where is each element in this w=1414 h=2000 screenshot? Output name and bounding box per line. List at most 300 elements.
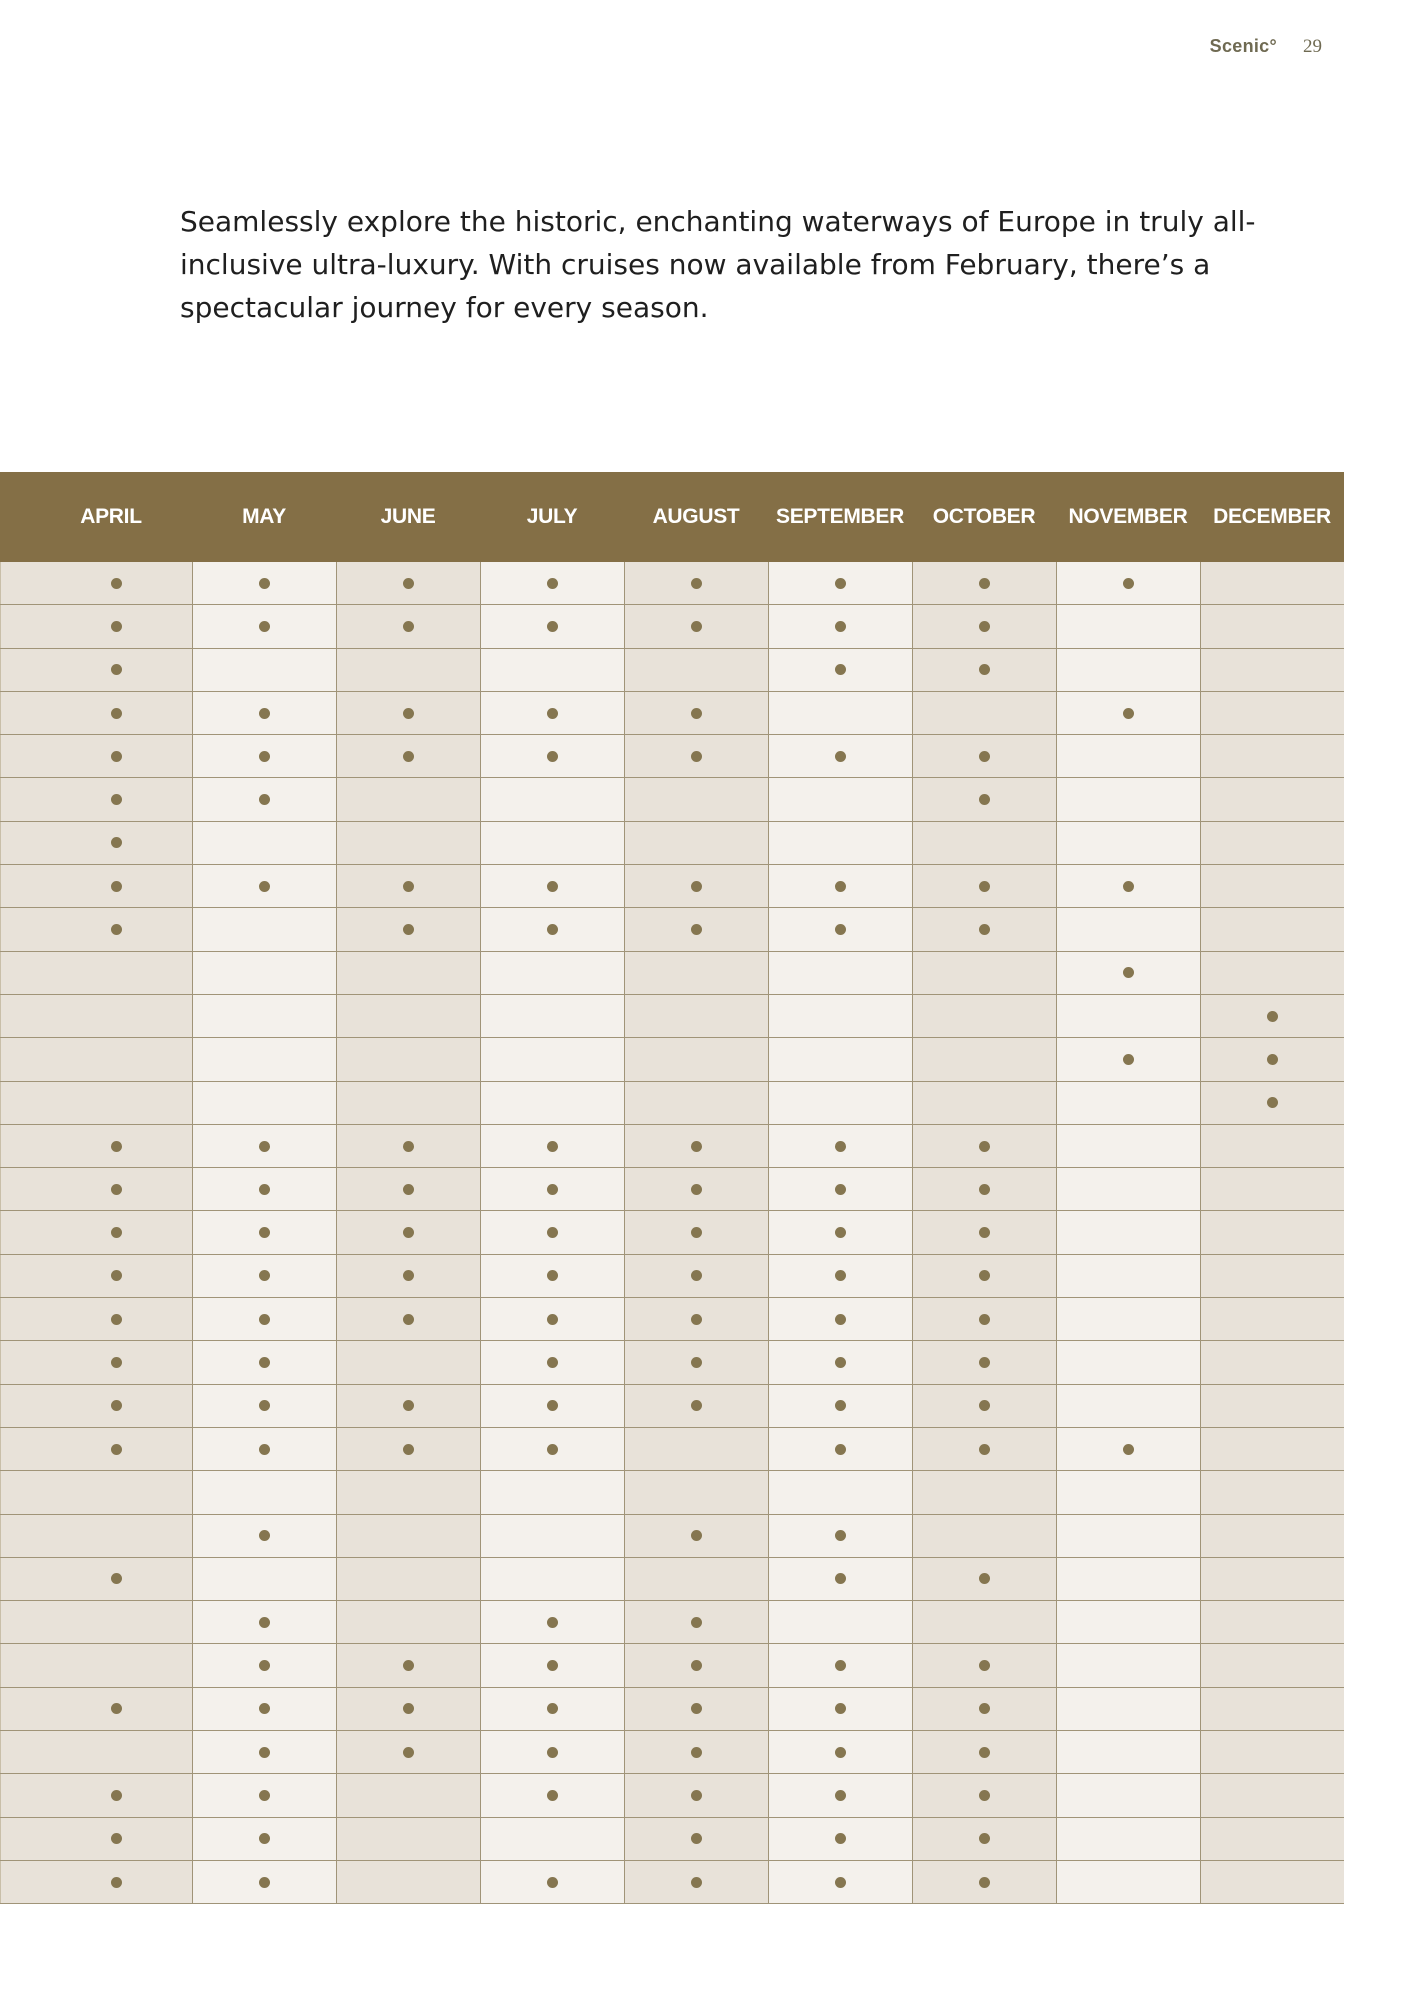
cell-april	[0, 1038, 192, 1080]
availability-dot-icon	[691, 751, 702, 762]
cell-december	[1200, 995, 1344, 1037]
cell-december	[1200, 865, 1344, 907]
cell-november	[1056, 1731, 1200, 1773]
availability-dot-icon	[111, 1833, 122, 1844]
availability-dot-icon	[111, 1790, 122, 1801]
cell-october	[912, 1125, 1056, 1167]
cell-october	[912, 995, 1056, 1037]
availability-dot-icon	[111, 1227, 122, 1238]
cell-may	[192, 778, 336, 820]
cell-november	[1056, 1125, 1200, 1167]
cell-november	[1056, 1774, 1200, 1816]
table-row	[0, 1168, 1344, 1211]
table-row	[0, 1211, 1344, 1254]
availability-dot-icon	[835, 751, 846, 762]
cell-september	[768, 1038, 912, 1080]
cell-may	[192, 1038, 336, 1080]
availability-dot-icon	[403, 1184, 414, 1195]
cell-july	[480, 908, 624, 950]
cell-june	[336, 1471, 480, 1513]
cell-december	[1200, 1255, 1344, 1297]
cell-june	[336, 822, 480, 864]
availability-dot-icon	[547, 1617, 558, 1628]
availability-dot-icon	[979, 794, 990, 805]
cell-october	[912, 1341, 1056, 1383]
cell-december	[1200, 1558, 1344, 1600]
cell-november	[1056, 1385, 1200, 1427]
cell-december	[1200, 1471, 1344, 1513]
availability-dot-icon	[111, 1573, 122, 1584]
availability-dot-icon	[259, 1227, 270, 1238]
cell-september	[768, 605, 912, 647]
cell-october	[912, 1515, 1056, 1557]
cell-august	[624, 1385, 768, 1427]
availability-dot-icon	[979, 1227, 990, 1238]
cell-june	[336, 1341, 480, 1383]
cell-august	[624, 1731, 768, 1773]
cell-december	[1200, 1515, 1344, 1557]
availability-dot-icon	[979, 1877, 990, 1888]
cell-june	[336, 1125, 480, 1167]
availability-dot-icon	[691, 1790, 702, 1801]
availability-dot-icon	[835, 1141, 846, 1152]
table-row	[0, 1688, 1344, 1731]
availability-dot-icon	[111, 1400, 122, 1411]
availability-dot-icon	[1267, 1097, 1278, 1108]
cell-may	[192, 1298, 336, 1340]
cell-june	[336, 1601, 480, 1643]
table-row	[0, 1558, 1344, 1601]
availability-dot-icon	[691, 578, 702, 589]
availability-dot-icon	[547, 578, 558, 589]
cell-september	[768, 1168, 912, 1210]
cell-may	[192, 1558, 336, 1600]
cell-april	[0, 1644, 192, 1686]
table-row	[0, 778, 1344, 821]
month-header-april: APRIL	[80, 505, 142, 528]
cell-august	[624, 562, 768, 604]
cell-may	[192, 865, 336, 907]
cell-april	[0, 1298, 192, 1340]
availability-dot-icon	[691, 1141, 702, 1152]
cell-august	[624, 822, 768, 864]
availability-dot-icon	[835, 1184, 846, 1195]
cell-august	[624, 649, 768, 691]
table-row	[0, 1255, 1344, 1298]
availability-dot-icon	[259, 1747, 270, 1758]
cell-november	[1056, 1341, 1200, 1383]
availability-dot-icon	[259, 1660, 270, 1671]
cell-july	[480, 735, 624, 777]
availability-dot-icon	[691, 924, 702, 935]
cell-april	[0, 1385, 192, 1427]
cell-september	[768, 1688, 912, 1730]
availability-dot-icon	[403, 708, 414, 719]
cell-june	[336, 1385, 480, 1427]
cell-april	[0, 1428, 192, 1470]
cell-september	[768, 908, 912, 950]
cell-november	[1056, 1298, 1200, 1340]
availability-dot-icon	[403, 621, 414, 632]
availability-dot-icon	[111, 621, 122, 632]
table-row	[0, 1038, 1344, 1081]
cell-november	[1056, 735, 1200, 777]
availability-dot-icon	[691, 881, 702, 892]
page-number: 29	[1303, 36, 1322, 57]
cell-october	[912, 649, 1056, 691]
availability-dot-icon	[835, 1227, 846, 1238]
cell-may	[192, 1082, 336, 1124]
cell-june	[336, 865, 480, 907]
availability-dot-icon	[111, 751, 122, 762]
cell-october	[912, 1601, 1056, 1643]
cell-july	[480, 1774, 624, 1816]
cell-august	[624, 1818, 768, 1860]
cell-june	[336, 1082, 480, 1124]
cell-april	[0, 1688, 192, 1730]
availability-dot-icon	[403, 578, 414, 589]
availability-dot-icon	[979, 1184, 990, 1195]
availability-dot-icon	[259, 1833, 270, 1844]
month-header-november: NOVEMBER	[1068, 505, 1188, 528]
cell-june	[336, 1558, 480, 1600]
cell-december	[1200, 952, 1344, 994]
table-row	[0, 1471, 1344, 1514]
cell-december	[1200, 1038, 1344, 1080]
availability-dot-icon	[111, 1877, 122, 1888]
cell-september	[768, 1298, 912, 1340]
availability-dot-icon	[259, 708, 270, 719]
availability-dot-icon	[979, 578, 990, 589]
availability-dot-icon	[1123, 578, 1134, 589]
availability-dot-icon	[1123, 967, 1134, 978]
availability-dot-icon	[403, 1660, 414, 1671]
cell-july	[480, 1125, 624, 1167]
availability-dot-icon	[835, 621, 846, 632]
cell-april	[0, 1471, 192, 1513]
table-row	[0, 908, 1344, 951]
availability-dot-icon	[835, 1573, 846, 1584]
cell-september	[768, 952, 912, 994]
cell-september	[768, 1644, 912, 1686]
availability-dot-icon	[111, 837, 122, 848]
availability-dot-icon	[111, 664, 122, 675]
cell-august	[624, 1255, 768, 1297]
availability-dot-icon	[403, 881, 414, 892]
availability-dot-icon	[259, 1617, 270, 1628]
cell-december	[1200, 649, 1344, 691]
cell-september	[768, 1255, 912, 1297]
table-row	[0, 1731, 1344, 1774]
cell-may	[192, 995, 336, 1037]
schedule-grid	[0, 562, 1344, 1904]
availability-dot-icon	[259, 1270, 270, 1281]
cell-june	[336, 692, 480, 734]
availability-dot-icon	[691, 1227, 702, 1238]
cell-july	[480, 865, 624, 907]
table-row	[0, 1515, 1344, 1558]
cell-september	[768, 995, 912, 1037]
cell-september	[768, 1515, 912, 1557]
cell-may	[192, 1168, 336, 1210]
cell-july	[480, 1601, 624, 1643]
availability-dot-icon	[835, 1833, 846, 1844]
availability-dot-icon	[547, 1400, 558, 1411]
cell-october	[912, 1688, 1056, 1730]
availability-dot-icon	[979, 1573, 990, 1584]
cell-july	[480, 692, 624, 734]
availability-dot-icon	[691, 1703, 702, 1714]
cell-october	[912, 562, 1056, 604]
month-header-june: JUNE	[380, 505, 436, 528]
availability-dot-icon	[979, 1357, 990, 1368]
cell-october	[912, 1038, 1056, 1080]
cell-november	[1056, 1861, 1200, 1903]
cell-december	[1200, 1861, 1344, 1903]
cell-november	[1056, 1082, 1200, 1124]
availability-dot-icon	[259, 751, 270, 762]
cell-july	[480, 1861, 624, 1903]
cell-october	[912, 1731, 1056, 1773]
availability-dot-icon	[403, 1227, 414, 1238]
table-row	[0, 1341, 1344, 1384]
cell-may	[192, 735, 336, 777]
cell-july	[480, 1038, 624, 1080]
availability-dot-icon	[979, 664, 990, 675]
availability-dot-icon	[979, 1660, 990, 1671]
cell-june	[336, 1428, 480, 1470]
cell-november	[1056, 908, 1200, 950]
availability-dot-icon	[979, 1314, 990, 1325]
availability-dot-icon	[1267, 1011, 1278, 1022]
cell-june	[336, 1211, 480, 1253]
cell-april	[0, 995, 192, 1037]
availability-dot-icon	[259, 1790, 270, 1801]
availability-dot-icon	[979, 1703, 990, 1714]
cell-august	[624, 1688, 768, 1730]
cell-june	[336, 649, 480, 691]
table-row	[0, 952, 1344, 995]
cell-may	[192, 649, 336, 691]
cell-june	[336, 1731, 480, 1773]
availability-dot-icon	[691, 621, 702, 632]
cell-august	[624, 1774, 768, 1816]
cell-june	[336, 1168, 480, 1210]
availability-dot-icon	[547, 881, 558, 892]
cell-november	[1056, 649, 1200, 691]
cell-april	[0, 1168, 192, 1210]
table-row	[0, 605, 1344, 648]
departure-schedule-table	[0, 472, 1344, 1904]
availability-dot-icon	[259, 1530, 270, 1541]
cell-june	[336, 1688, 480, 1730]
cell-november	[1056, 1818, 1200, 1860]
cell-august	[624, 1038, 768, 1080]
cell-november	[1056, 1558, 1200, 1600]
cell-may	[192, 1731, 336, 1773]
cell-april	[0, 822, 192, 864]
availability-dot-icon	[403, 1141, 414, 1152]
availability-dot-icon	[259, 1877, 270, 1888]
cell-november	[1056, 605, 1200, 647]
availability-dot-icon	[979, 881, 990, 892]
cell-august	[624, 1471, 768, 1513]
cell-june	[336, 735, 480, 777]
cell-april	[0, 778, 192, 820]
cell-november	[1056, 692, 1200, 734]
availability-dot-icon	[111, 1184, 122, 1195]
cell-october	[912, 1298, 1056, 1340]
cell-may	[192, 1601, 336, 1643]
availability-dot-icon	[547, 1660, 558, 1671]
month-header-august: AUGUST	[652, 505, 740, 528]
cell-july	[480, 952, 624, 994]
cell-june	[336, 1644, 480, 1686]
table-row	[0, 1385, 1344, 1428]
availability-dot-icon	[547, 1444, 558, 1455]
cell-june	[336, 605, 480, 647]
availability-dot-icon	[259, 1444, 270, 1455]
cell-september	[768, 649, 912, 691]
cell-april	[0, 562, 192, 604]
cell-august	[624, 735, 768, 777]
availability-dot-icon	[979, 924, 990, 935]
availability-dot-icon	[1123, 1444, 1134, 1455]
cell-july	[480, 1644, 624, 1686]
cell-september	[768, 1082, 912, 1124]
cell-august	[624, 865, 768, 907]
availability-dot-icon	[691, 1400, 702, 1411]
table-row	[0, 1818, 1344, 1861]
cell-april	[0, 1341, 192, 1383]
cell-july	[480, 1168, 624, 1210]
cell-july	[480, 1211, 624, 1253]
availability-dot-icon	[691, 1617, 702, 1628]
cell-may	[192, 822, 336, 864]
table-row	[0, 1428, 1344, 1471]
cell-may	[192, 1428, 336, 1470]
cell-may	[192, 1515, 336, 1557]
cell-october	[912, 1558, 1056, 1600]
availability-dot-icon	[835, 1703, 846, 1714]
availability-dot-icon	[835, 1747, 846, 1758]
cell-december	[1200, 778, 1344, 820]
availability-dot-icon	[111, 1141, 122, 1152]
cell-november	[1056, 1688, 1200, 1730]
cell-may	[192, 1644, 336, 1686]
cell-april	[0, 605, 192, 647]
cell-may	[192, 1818, 336, 1860]
cell-april	[0, 1515, 192, 1557]
page-header	[1210, 36, 1322, 58]
month-header-row	[0, 472, 1344, 562]
table-row	[0, 1861, 1344, 1904]
availability-dot-icon	[403, 1747, 414, 1758]
cell-september	[768, 1428, 912, 1470]
cell-july	[480, 1255, 624, 1297]
cell-october	[912, 692, 1056, 734]
cell-may	[192, 692, 336, 734]
availability-dot-icon	[835, 1314, 846, 1325]
availability-dot-icon	[403, 1444, 414, 1455]
cell-december	[1200, 605, 1344, 647]
cell-june	[336, 908, 480, 950]
cell-june	[336, 995, 480, 1037]
availability-dot-icon	[403, 751, 414, 762]
availability-dot-icon	[259, 578, 270, 589]
cell-september	[768, 562, 912, 604]
cell-november	[1056, 865, 1200, 907]
availability-dot-icon	[835, 1357, 846, 1368]
cell-may	[192, 1861, 336, 1903]
cell-november	[1056, 1255, 1200, 1297]
availability-dot-icon	[547, 1357, 558, 1368]
cell-may	[192, 1471, 336, 1513]
cell-october	[912, 1211, 1056, 1253]
cell-july	[480, 649, 624, 691]
table-row	[0, 1125, 1344, 1168]
cell-december	[1200, 1341, 1344, 1383]
table-row	[0, 995, 1344, 1038]
availability-dot-icon	[403, 924, 414, 935]
cell-november	[1056, 822, 1200, 864]
availability-dot-icon	[979, 1444, 990, 1455]
table-row	[0, 1644, 1344, 1687]
cell-july	[480, 995, 624, 1037]
cell-april	[0, 735, 192, 777]
availability-dot-icon	[979, 751, 990, 762]
cell-december	[1200, 1082, 1344, 1124]
cell-july	[480, 1558, 624, 1600]
cell-july	[480, 562, 624, 604]
cell-august	[624, 1341, 768, 1383]
cell-june	[336, 562, 480, 604]
availability-dot-icon	[547, 621, 558, 632]
cell-december	[1200, 1125, 1344, 1167]
availability-dot-icon	[691, 1833, 702, 1844]
availability-dot-icon	[403, 1400, 414, 1411]
cell-november	[1056, 952, 1200, 994]
month-header-july: JULY	[526, 505, 578, 528]
availability-dot-icon	[691, 708, 702, 719]
availability-dot-icon	[111, 578, 122, 589]
availability-dot-icon	[111, 1444, 122, 1455]
cell-april	[0, 649, 192, 691]
cell-april	[0, 1601, 192, 1643]
cell-july	[480, 1428, 624, 1470]
cell-july	[480, 1688, 624, 1730]
cell-april	[0, 1082, 192, 1124]
availability-dot-icon	[1123, 708, 1134, 719]
availability-dot-icon	[691, 1747, 702, 1758]
availability-dot-icon	[979, 1747, 990, 1758]
table-row	[0, 562, 1344, 605]
cell-july	[480, 822, 624, 864]
availability-dot-icon	[979, 1400, 990, 1411]
table-row	[0, 1601, 1344, 1644]
availability-dot-icon	[835, 578, 846, 589]
cell-september	[768, 1601, 912, 1643]
cell-may	[192, 1125, 336, 1167]
cell-october	[912, 1168, 1056, 1210]
cell-september	[768, 778, 912, 820]
availability-dot-icon	[547, 1790, 558, 1801]
availability-dot-icon	[547, 708, 558, 719]
month-header-october: OCTOBER	[932, 505, 1036, 528]
cell-july	[480, 1471, 624, 1513]
availability-dot-icon	[259, 1184, 270, 1195]
table-row	[0, 822, 1344, 865]
